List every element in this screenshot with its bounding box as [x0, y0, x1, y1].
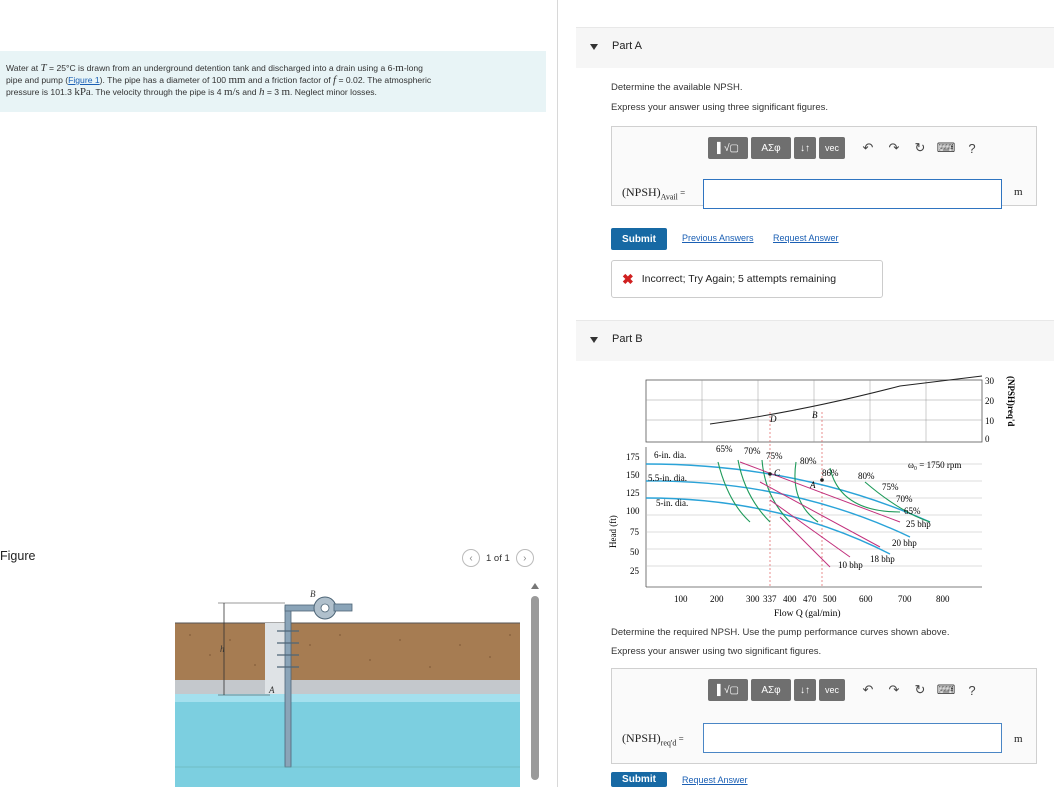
reset-icon[interactable]: ↻: [914, 140, 926, 155]
x-tick: 500: [823, 594, 837, 604]
problem-text: ). The pipe has a diameter of 100: [99, 75, 229, 85]
npsh-tick: 20: [985, 396, 994, 406]
efficiency-label: 65%: [904, 506, 921, 516]
part-a-request-answer-link[interactable]: Request Answer: [773, 233, 839, 243]
problem-text: . The velocity through the pipe is 4: [90, 87, 224, 97]
point-C-label: C: [774, 468, 781, 478]
efficiency-label: 80%: [800, 456, 817, 466]
speed-label: ω₀ = 1750 rpm: [908, 460, 962, 470]
chevron-left-icon[interactable]: ‹: [462, 549, 480, 567]
power-label: 25 bhp: [906, 519, 931, 529]
x-tick: 100: [674, 594, 688, 604]
unit-mm: mm: [228, 74, 246, 86]
tank-slab: [175, 680, 520, 694]
figure-scrollbar[interactable]: [530, 583, 540, 783]
problem-statement: [0, 51, 546, 112]
power-label: 18 bhp: [870, 554, 895, 564]
efficiency-label: 65%: [716, 444, 733, 454]
diameter-label: 6-in. dia.: [654, 450, 687, 460]
problem-text: = 0.02. The atmospheric: [336, 75, 432, 85]
unit-ms: m/s: [223, 86, 240, 98]
feedback-text: Incorrect; Try Again; 5 attempts remaining: [641, 273, 837, 285]
unit-m: m: [395, 62, 404, 74]
y-tick: 100: [626, 506, 640, 516]
help-icon[interactable]: ?: [968, 140, 976, 156]
npsh-tick: 30: [985, 376, 994, 386]
template-button[interactable]: ▌√▢: [708, 679, 748, 701]
pump-performance-chart: [600, 372, 1040, 622]
diameter-label: 5-in. dia.: [656, 498, 689, 508]
pump-figure: [170, 585, 530, 787]
part-b-header[interactable]: [576, 320, 1054, 361]
water-tank: [175, 694, 520, 787]
reset-icon[interactable]: ↻: [914, 682, 926, 697]
problem-text: = 3: [264, 87, 282, 97]
x-tick: 700: [898, 594, 912, 604]
point-D-label: D: [770, 414, 777, 424]
x-tick: 600: [859, 594, 873, 604]
power-label: 20 bhp: [892, 538, 917, 548]
part-a-instruction: Express your answer using three significant figures.: [611, 102, 829, 113]
help-icon[interactable]: ?: [968, 682, 976, 698]
x-tick: 400: [783, 594, 797, 604]
redo-icon[interactable]: ↷: [888, 140, 900, 155]
problem-text: and: [239, 87, 259, 97]
y-tick: 75: [630, 527, 639, 537]
soil-layer: [175, 623, 520, 683]
part-a-answer-label: $(NPSH)_{Avail}$ =: [622, 185, 686, 202]
x-tick: 200: [710, 594, 724, 604]
unit-m: m: [281, 86, 290, 98]
figure-heading: Figure: [0, 549, 36, 563]
part-b-prompt: Determine the required NPSH. Use the pump performance curves shown above.: [611, 627, 950, 638]
part-a-answer-box: [611, 126, 1037, 206]
part-b-unit: m: [1014, 733, 1023, 745]
subscript-button[interactable]: ↓↑: [794, 137, 816, 159]
x-tick: 337: [763, 594, 777, 604]
label-h: h: [220, 644, 225, 654]
problem-text: pressure is 101.3: [6, 87, 75, 97]
problem-text: and a friction factor of: [245, 75, 334, 85]
undo-icon[interactable]: ↶: [862, 682, 874, 697]
efficiency-label: 75%: [766, 451, 783, 461]
npsh-tick: 10: [985, 416, 994, 426]
point-A-label: A: [810, 480, 816, 490]
npsh-tick: 0: [985, 434, 990, 444]
y-tick: 150: [626, 470, 640, 480]
part-a-header[interactable]: [576, 27, 1054, 68]
math-toolbar: [708, 679, 982, 701]
redo-icon[interactable]: ↷: [888, 682, 900, 697]
y-tick: 50: [630, 547, 639, 557]
part-a-answer-input[interactable]: [703, 179, 1002, 209]
problem-text: -long: [403, 63, 423, 73]
efficiency-label: 70%: [896, 494, 913, 504]
template-button[interactable]: ▌√▢: [708, 137, 748, 159]
diameter-label: 5.5-in. dia.: [648, 473, 687, 483]
pager-text: 1 of 1: [486, 552, 510, 564]
greek-symbols-button[interactable]: ΑΣφ: [751, 137, 791, 159]
figure-link[interactable]: Figure 1: [68, 75, 100, 85]
collapse-triangle-icon[interactable]: [590, 337, 598, 343]
power-label: 10 bhp: [838, 560, 863, 570]
npsh-plot: [646, 376, 1016, 444]
figure-pager: [462, 549, 534, 567]
power-curves: [740, 462, 900, 567]
point-B-label: B: [812, 410, 818, 420]
part-b-instruction: Express your answer using two significant figures.: [611, 646, 822, 657]
y-tick: 175: [626, 452, 640, 462]
previous-answers-link[interactable]: Previous Answers: [682, 233, 754, 243]
y-tick: 25: [630, 566, 639, 576]
keyboard-icon[interactable]: ⌨: [936, 682, 956, 697]
efficiency-label: 75%: [882, 482, 899, 492]
npsh-axis-label: (NPSH)req'd: [1006, 376, 1016, 427]
x-axis-label: Flow Q (gal/min): [774, 609, 841, 619]
y-axis-label: Head (ft): [608, 515, 618, 548]
part-b-answer-input[interactable]: [703, 723, 1002, 753]
x-tick: 300: [746, 594, 760, 604]
x-tick: 800: [936, 594, 950, 604]
head-flow-plot: [608, 412, 982, 619]
collapse-triangle-icon[interactable]: [590, 44, 598, 50]
subscript-button[interactable]: ↓↑: [794, 679, 816, 701]
x-tick: 470: [803, 594, 817, 604]
efficiency-label: 70%: [744, 446, 761, 456]
problem-text: pipe and pump (: [6, 75, 69, 85]
efficiency-label: 80%: [858, 471, 875, 481]
efficiency-label: 86%: [822, 468, 839, 478]
unit-kpa: kPa: [74, 86, 91, 98]
point-C-marker: [768, 472, 772, 476]
scroll-up-icon[interactable]: [531, 583, 539, 589]
greek-symbols-button[interactable]: ΑΣφ: [751, 679, 791, 701]
math-toolbar: [708, 137, 982, 159]
part-a-feedback: [611, 260, 883, 298]
scroll-thumb[interactable]: [531, 596, 539, 780]
part-a-unit: m: [1014, 186, 1023, 198]
part-b-answer-box: [611, 668, 1037, 764]
label-A: A: [269, 685, 275, 695]
y-tick: 125: [626, 488, 640, 498]
vector-button[interactable]: vec: [819, 137, 845, 159]
var-h: h: [258, 86, 265, 98]
problem-text: = 25°C is drawn from an underground detention tank and discharged into a drain using a 6-: [46, 63, 396, 73]
part-a-title: Part A: [612, 40, 642, 52]
error-x-icon: ✖: [622, 270, 634, 287]
part-b-submit-button[interactable]: Submit: [611, 772, 667, 787]
vector-button[interactable]: vec: [819, 679, 845, 701]
var-T: T: [40, 62, 47, 74]
label-B: B: [310, 589, 316, 599]
part-a-submit-button[interactable]: Submit: [611, 228, 667, 250]
column-divider: [557, 0, 558, 787]
problem-text: Water at: [6, 63, 41, 73]
var-f: f: [333, 74, 337, 86]
part-a-prompt: Determine the available NPSH.: [611, 82, 743, 93]
keyboard-icon[interactable]: ⌨: [936, 140, 956, 155]
problem-text: . Neglect minor losses.: [290, 87, 377, 97]
part-b-title: Part B: [612, 333, 643, 345]
part-b-answer-label: $(NPSH)_{req'd}$ =: [622, 731, 684, 748]
point-A-marker: [820, 478, 824, 482]
part-b-request-answer-link[interactable]: Request Answer: [682, 775, 748, 785]
chevron-right-icon[interactable]: ›: [516, 549, 534, 567]
undo-icon[interactable]: ↶: [862, 140, 874, 155]
